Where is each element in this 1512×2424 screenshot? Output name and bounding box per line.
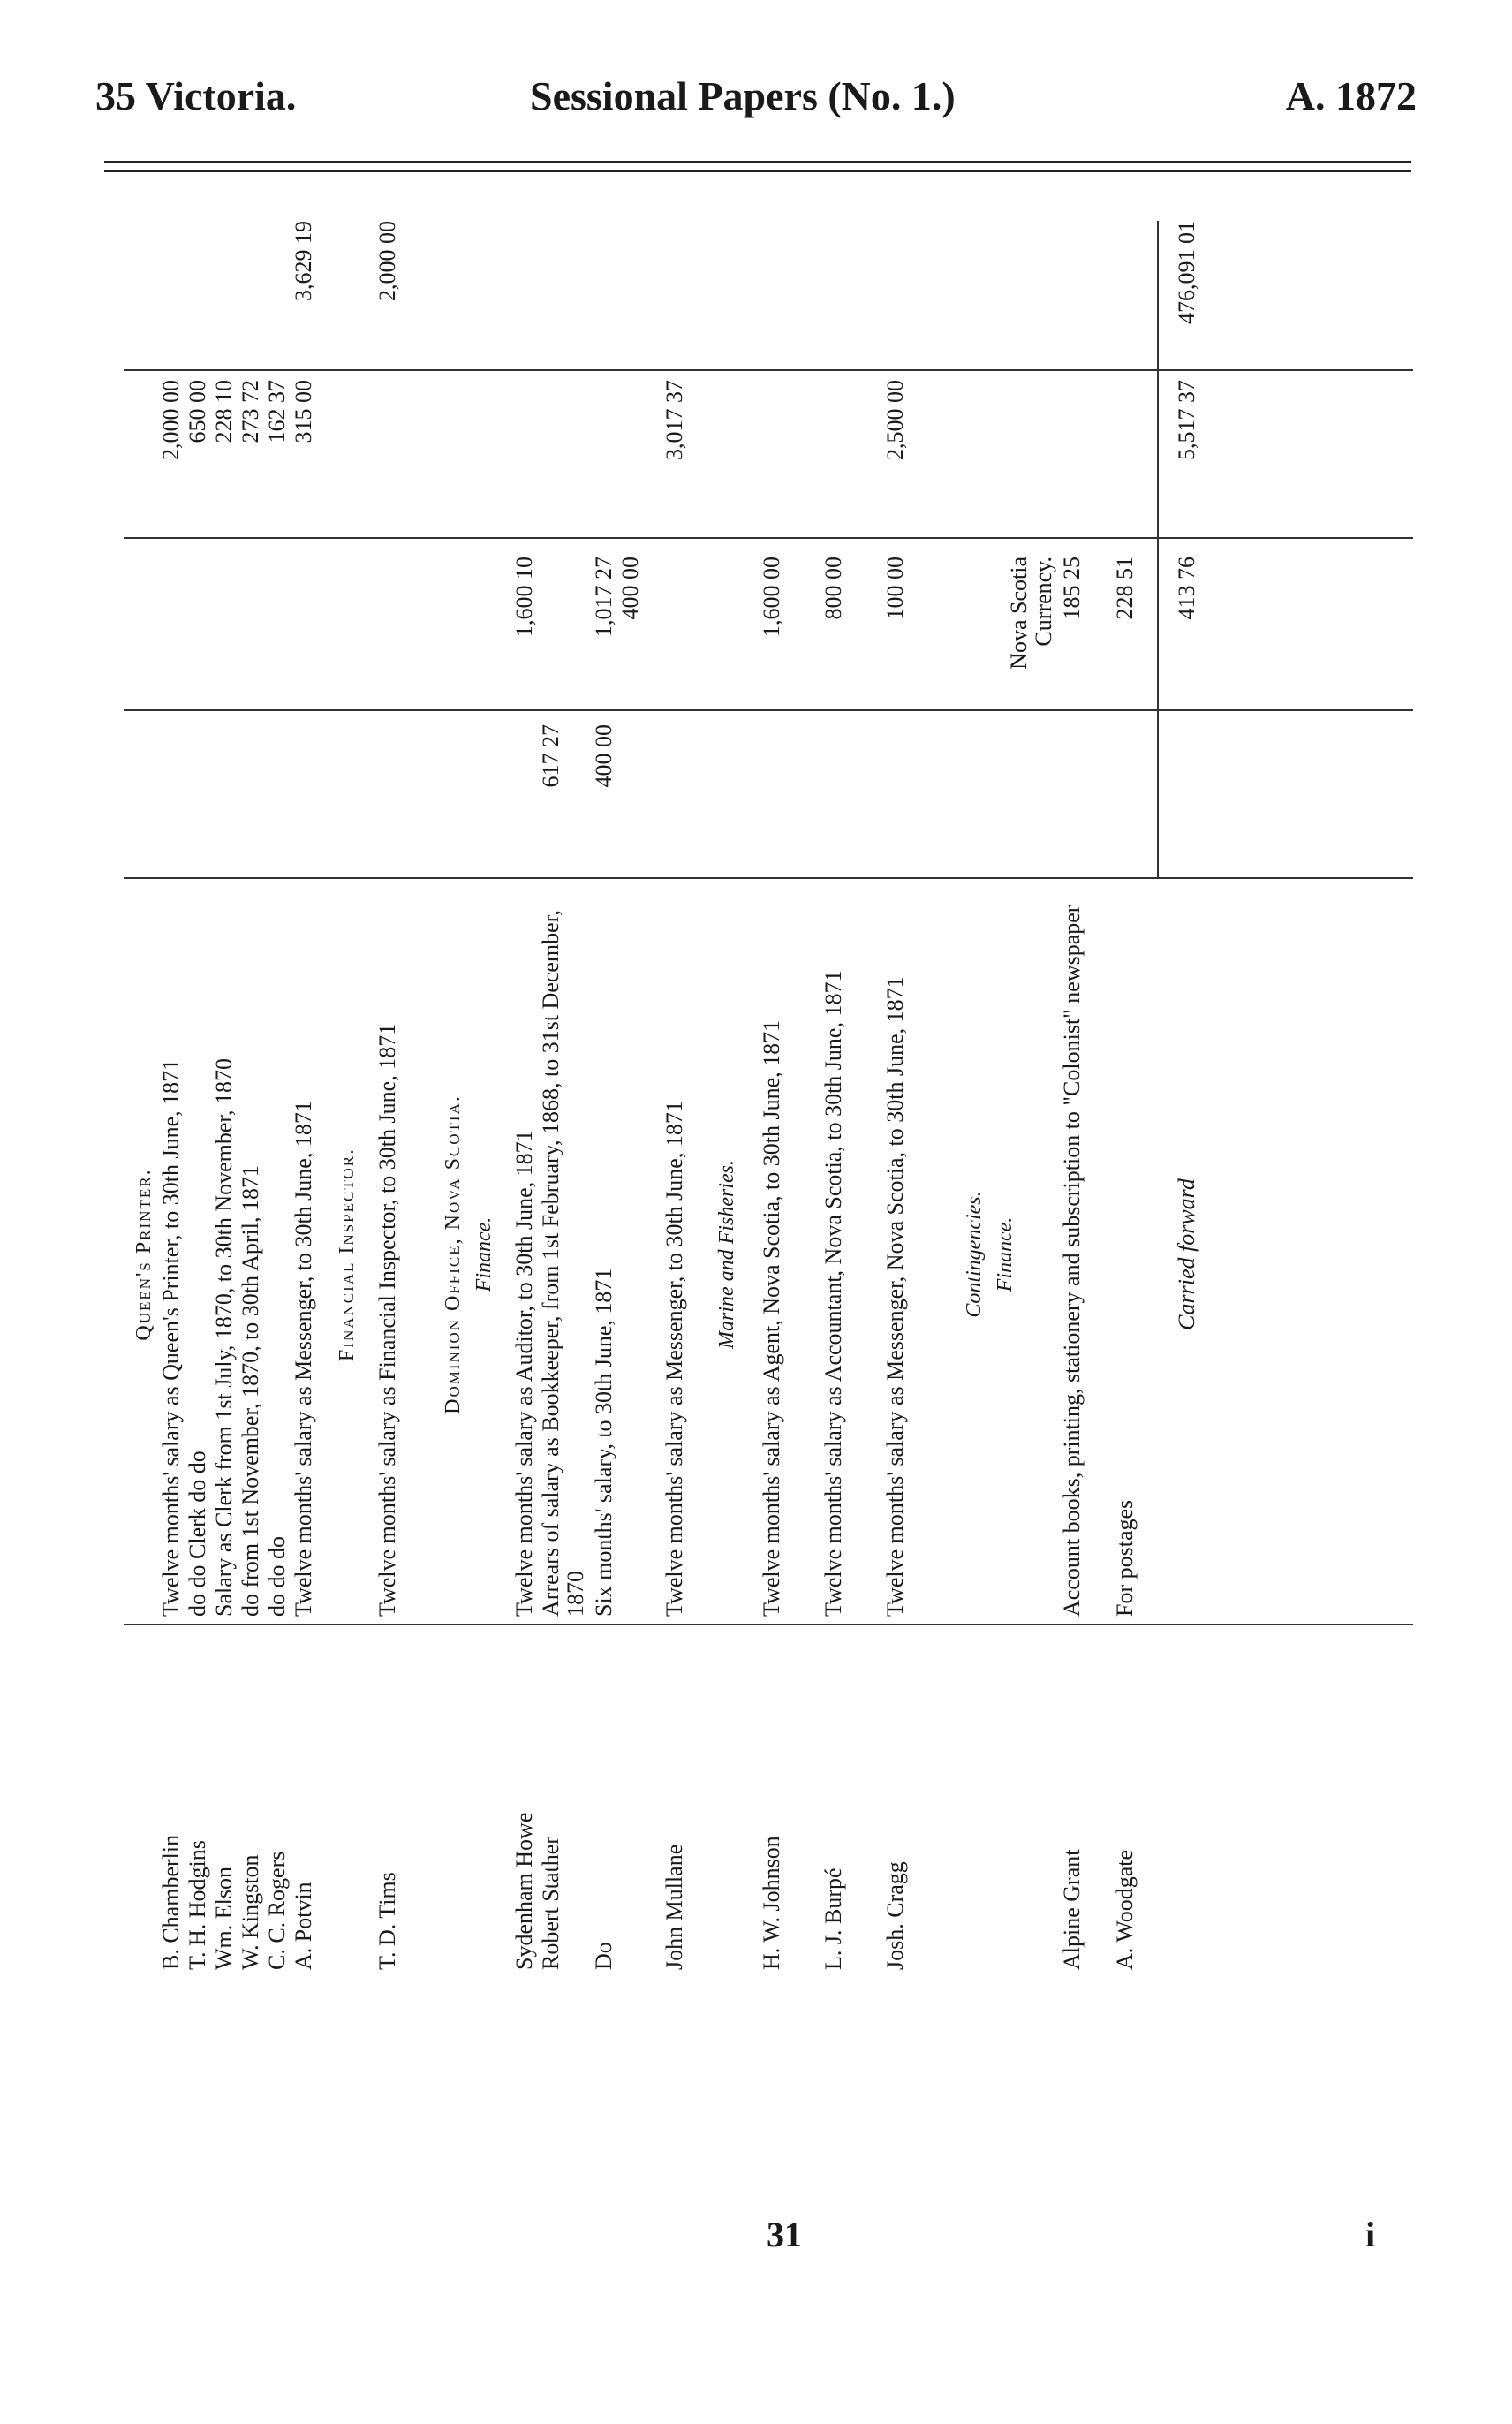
row-amount: 228 10 [211, 380, 237, 443]
row-amount: 1,600 10 [511, 557, 537, 637]
row-name: Sydenham Howe [511, 1812, 537, 1970]
row-desc: Twelve months' salary as Messenger, Nova Scotia, to 30th June, 1871 [882, 976, 908, 1617]
row-name: T. D. Tims [374, 1872, 400, 1970]
row-desc: Twelve months' salary as Messenger, to 30th June, 1871 [291, 1101, 316, 1617]
row-desc: Twelve months' salary as Queen's Printer, to 30th June, 1871 [158, 1058, 184, 1617]
header-right: A. 1872 [1285, 73, 1417, 118]
column-divider [124, 709, 1413, 711]
row-amount: 315 00 [291, 380, 316, 443]
header-rule-bottom [104, 170, 1411, 172]
row-amount: 400 00 [591, 724, 616, 788]
carried-forward-c3: 5,517 37 [1174, 380, 1199, 460]
row-amount: 162 37 [264, 380, 290, 443]
row-name: W. Kingston [238, 1854, 263, 1970]
total-rule [1157, 221, 1159, 879]
column-divider [124, 877, 1413, 879]
row-amount: 2,500 00 [882, 380, 908, 460]
row-desc: Twelve months' salary as Messenger, to 30th June, 1871 [662, 1101, 687, 1617]
subsection-finance: Finance. [472, 1216, 495, 1292]
row-desc: do do do [264, 1536, 290, 1617]
row-amount: 185 25 [1059, 557, 1085, 620]
row-desc: do from 1st November, 1870, to 30th April, 1871 [238, 1165, 263, 1617]
row-name: Do [591, 1942, 616, 1970]
row-amount: 800 00 [820, 557, 846, 620]
row-desc: Salary as Clerk from 1st July, 1870, to 30th November, 1870 [211, 1057, 237, 1617]
carried-forward-c2: 413 76 [1174, 557, 1199, 620]
page-number: 31 [767, 2215, 802, 2254]
row-amount: 273 72 [238, 380, 263, 443]
row-name: T. H. Hodgins [185, 1840, 210, 1970]
signature-mark: i [1365, 2215, 1376, 2254]
row-name: Alpine Grant [1059, 1849, 1085, 1970]
row-amount: 1,017 27 [591, 557, 616, 637]
row-amount: 2,000 00 [158, 380, 184, 460]
header-rule-top [104, 161, 1411, 163]
carried-forward-c4: 476,091 01 [1174, 221, 1199, 324]
subsection-marine: Marine and Fisheries. [715, 1160, 738, 1349]
row-desc: For postages [1112, 1499, 1138, 1617]
section-contingencies: Contingencies. [963, 1191, 986, 1318]
row-name: Robert Stather [538, 1837, 563, 1970]
header-left: 35 Victoria. [95, 73, 297, 118]
row-amount: 3,017 37 [662, 380, 687, 460]
row-name: Josh. Cragg [882, 1861, 908, 1970]
row-desc: Twelve months' salary as Accountant, Nova Scotia, to 30th June, 1871 [820, 970, 846, 1617]
row-desc: Account books, printing, stationery and subscription to "Colonist" newspaper [1059, 905, 1085, 1617]
column-divider [124, 1624, 1413, 1625]
row-name: A. Woodgate [1112, 1849, 1138, 1970]
currency-note-line1: Nova Scotia [1006, 557, 1032, 670]
header-center: Sessional Papers (No. 1.) [530, 73, 956, 118]
row-name: H. W. Johnson [759, 1836, 784, 1970]
row-amount: 1,600 00 [759, 557, 784, 637]
row-total: 3,629 19 [291, 221, 316, 301]
row-amount: 650 00 [185, 380, 210, 443]
section-financial-inspector: Financial Inspector. [336, 1147, 359, 1362]
row-name: John Mullane [662, 1844, 687, 1970]
section-dominion-office: Dominion Office, Nova Scotia. [442, 1095, 465, 1414]
currency-note-line2: Currency. [1031, 557, 1056, 647]
row-name: L. J. Burpé [820, 1867, 846, 1970]
row-amount: 228 51 [1112, 557, 1138, 620]
carried-forward-label: Carried forward [1174, 1178, 1199, 1330]
row-desc: Arrears of salary as Bookkeeper, from 1st February, 1868, to 31st December, 1870 [538, 910, 588, 1617]
row-desc: Twelve months' salary as Agent, Nova Scotia, to 30th June, 1871 [759, 1019, 784, 1617]
column-divider [124, 369, 1413, 371]
row-name: B. Chamberlin [158, 1834, 184, 1970]
column-divider [124, 537, 1413, 539]
row-desc: Six months' salary, to 30th June, 1871 [591, 1268, 616, 1617]
section-queens-printer: Queen's Printer. [132, 1168, 155, 1341]
row-name: Wm. Elson [211, 1867, 237, 1970]
row-desc: Twelve months' salary as Auditor, to 30th June, 1871 [511, 1130, 537, 1617]
row-desc: Twelve months' salary as Financial Inspector, to 30th June, 1871 [374, 1023, 400, 1617]
subsection-finance2: Finance. [994, 1216, 1017, 1292]
row-amount: 400 00 [617, 557, 643, 620]
row-amount: 100 00 [882, 557, 908, 620]
row-name: C. C. Rogers [264, 1851, 290, 1970]
row-amount: 617 27 [538, 724, 563, 788]
row-desc: do do Clerk do do [185, 1451, 210, 1617]
row-total: 2,000 00 [374, 221, 400, 301]
row-name: A. Potvin [291, 1882, 316, 1970]
rotated-table [124, 221, 1413, 1970]
